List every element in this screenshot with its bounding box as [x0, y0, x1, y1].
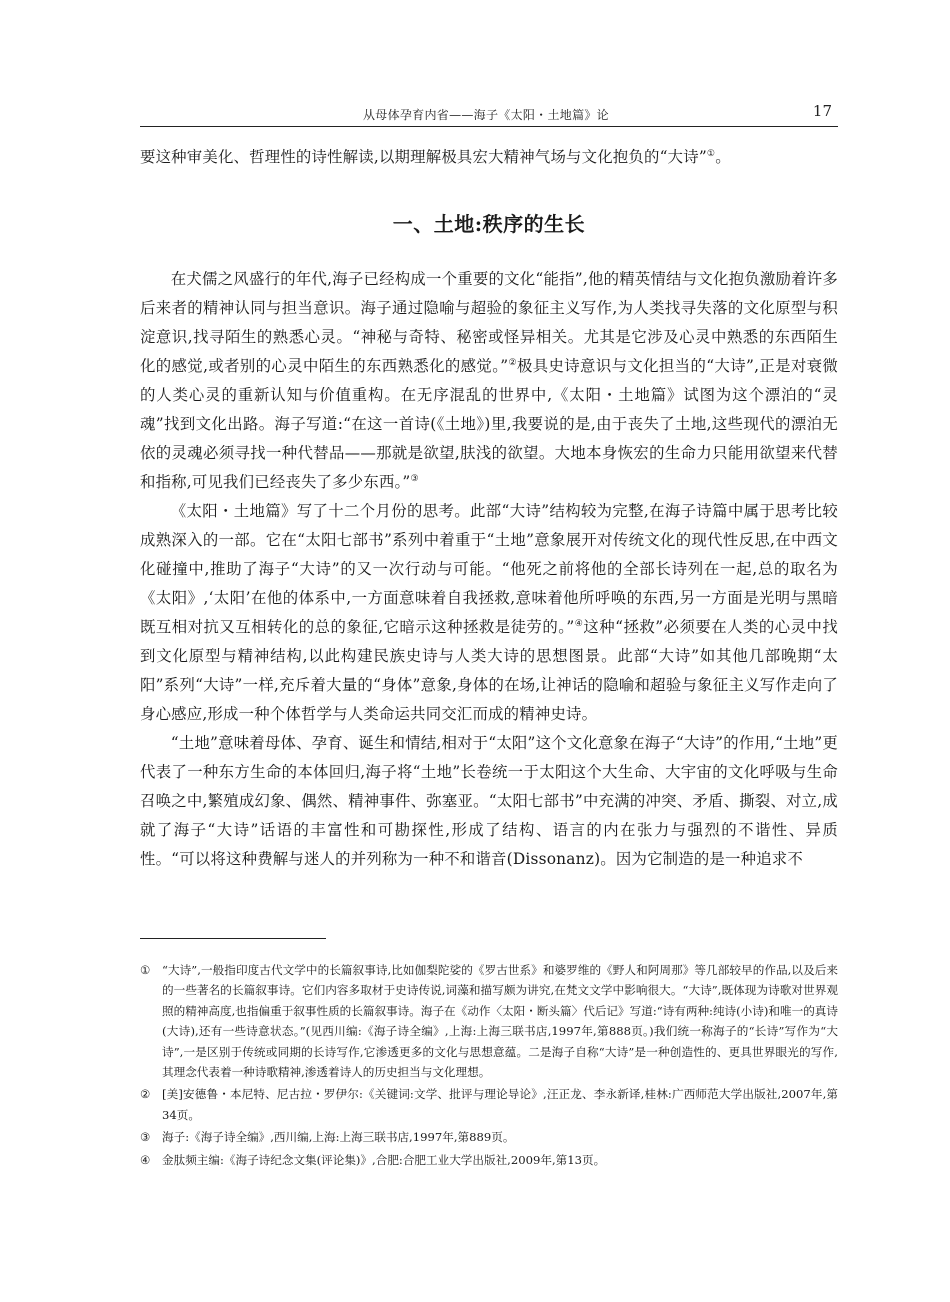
intro-line-block [140, 143, 838, 172]
main-body [140, 265, 838, 874]
footnote-1-text: “大诗”,一般指印度古代文学中的长篇叙事诗,比如伽梨陀娑的《罗古世系》和婆罗维的《野人和阿周那》等几部较早的作品,以及后来的一些著名的长篇叙事诗。它们内容多取材于史诗传说,词藻和描写颇为讲究,在梵文文学中影响很大。“大诗”,既体现为诗歌对世界观照的精神高度,也指偏重于叙事性质的长篇叙事诗。海子在《动作〈太阳・断头篇〉代后记》写道:“诗有两种:纯诗(小诗)和唯一的真诗(大诗),还有一些诗意状态。”(见西川编:《海子诗全编》,上海:上海三联书店,1997年,第888页。)我们统一称海子的“长诗”写作为“大诗”,一是区别于传统或同期的长诗写作,它渗透更多的文化与思想意蕴。二是海子自称“大诗”是一种创造性的、更具世界眼光的写作,其理念代表着一种诗歌精神,渗透着诗人的历史担当与文化理想。 [162, 963, 838, 1080]
footnote-2-mark: ② [140, 1087, 151, 1102]
footnote-3 [140, 1127, 838, 1147]
running-title: 从母体孕育内省——海子《太阳・土地篇》论 [362, 108, 609, 122]
intro-line-tail: 。 [715, 148, 731, 166]
footnote-ref-3[interactable]: ③ [410, 473, 419, 484]
footnote-3-text: 海子:《海子诗全编》,西川编,上海:上海三联书店,1997年,第889页。 [162, 1130, 515, 1145]
intro-line-text: 要这种审美化、哲理性的诗性解读,以期理解极具宏大精神气场与文化抱负的“大诗” [140, 148, 707, 166]
footnote-ref-4[interactable]: ④ [574, 618, 584, 629]
paragraph-2-part-b: 这种“拯救”必须要在人类的心灵中找到文化原型与精神结构,以此构建民族史诗与人类大诗的思想图景。此部“大诗”如其他几部晚期“太阳”系列“大诗”一样,充斥着大量的“身体”意象,身体的在场,让神话的隐喻和超验与象征主义写作走向了身心感应,形成一种个体哲学与人类命运共同交汇而成的精神史诗。 [140, 618, 838, 723]
paragraph-1-part-b: 极具史诗意识与文化担当的“大诗”,正是对衰微的人类心灵的重新认知与价值重构。在无序混乱的世界中,《太阳・土地篇》试图为这个漂泊的“灵魂”找到文化出路。海子写道:“在这一首诗(《土地》)里,我要说的是,由于丧失了土地,这些现代的漂泊无依的灵魂必须寻找一种代替品——那就是欲望,肤浅的欲望。大地本身恢宏的生命力只能用欲望来代替和指称,可见我们已经丧失了多少东西。” [140, 357, 839, 491]
page-number: 17 [812, 102, 832, 120]
paragraph-1-part-a: 在犬儒之风盛行的年代,海子已经构成一个重要的文化“能指”,他的精英情结与文化抱负激励着许多后来者的精神认同与担当意识。海子通过隐喻与超验的象征主义写作,为人类找寻失落的文化原型与积淀意识,找寻陌生的熟悉心灵。“神秘与奇特、秘密或怪异相关。尤其是它涉及心灵中熟悉的东西陌生化的感觉,或者别的心灵中陌生的东西熟悉化的感觉。” [140, 270, 838, 375]
footnote-1-mark: ① [140, 963, 151, 977]
footnote-2-text: [美]安德鲁・本尼特、尼古拉・罗伊尔:《关键词:文学、批评与理论导论》,汪正龙、李永新译,桂林:广西师范大学出版社,2007年,第34页。 [162, 1087, 838, 1122]
section-heading: 一、土地:秩序的生长 [392, 212, 586, 236]
footnote-1 [140, 960, 838, 1082]
paragraph-2 [140, 497, 838, 729]
paragraph-1 [140, 265, 838, 497]
header-rule [140, 126, 838, 127]
footnote-2 [140, 1084, 838, 1125]
footnotes [140, 960, 838, 1172]
footnote-rule [140, 938, 326, 939]
footnote-3-mark: ③ [140, 1130, 151, 1145]
running-header [140, 100, 832, 128]
paragraph-3 [140, 729, 838, 874]
paragraph-3-part-a: “土地”意味着母体、孕育、诞生和情结,相对于“太阳”这个文化意象在海子“大诗”的作用,“土地”更代表了一种东方生命的本体回归,海子将“土地”长卷统一于太阳这个大生命、大宇宙的文化呼吸与生命召唤之中,繁殖成幻象、偶然、精神事件、弥塞亚。“太阳七部书”中充满的冲突、矛盾、撕裂、对立,成就了海子“大诗”话语的丰富性和可勘探性,形成了结构、语言的内在张力与强烈的不谐性、异质性。“可以将这种费解与迷人的并列称为一种不和谐音(Dissonanz)。因为它制造的是一种追求不 [140, 734, 838, 868]
footnote-ref-2[interactable]: ② [508, 357, 517, 368]
footnote-ref-1[interactable]: ① [706, 148, 716, 159]
footnote-4-text: 金肽频主编:《海子诗纪念文集(评论集)》,合肥:合肥工业大学出版社,2009年,第13页。 [162, 1152, 606, 1167]
paragraph-2-part-a: 《太阳・土地篇》写了十二个月份的思考。此部“大诗”结构较为完整,在海子诗篇中属于思考比较成熟深入的一部。它在“太阳七部书”系列中着重于“土地”意象展开对传统文化的现代性反思,在中西文化碰撞中,推助了海子“大诗”的又一次行动与可能。“他死之前将他的全部长诗列在一起,总的取名为《太阳》,‘太阳’在他的体系中,一方面意味着自我拯救,意味着他所呼唤的东西,另一方面是光明与黑暗既互相对抗又互相转化的总的象征,它暗示这种拯救是徒劳的。” [140, 502, 838, 636]
footnote-4 [140, 1150, 838, 1170]
intro-line [140, 143, 838, 172]
footnote-4-mark: ④ [140, 1152, 151, 1167]
